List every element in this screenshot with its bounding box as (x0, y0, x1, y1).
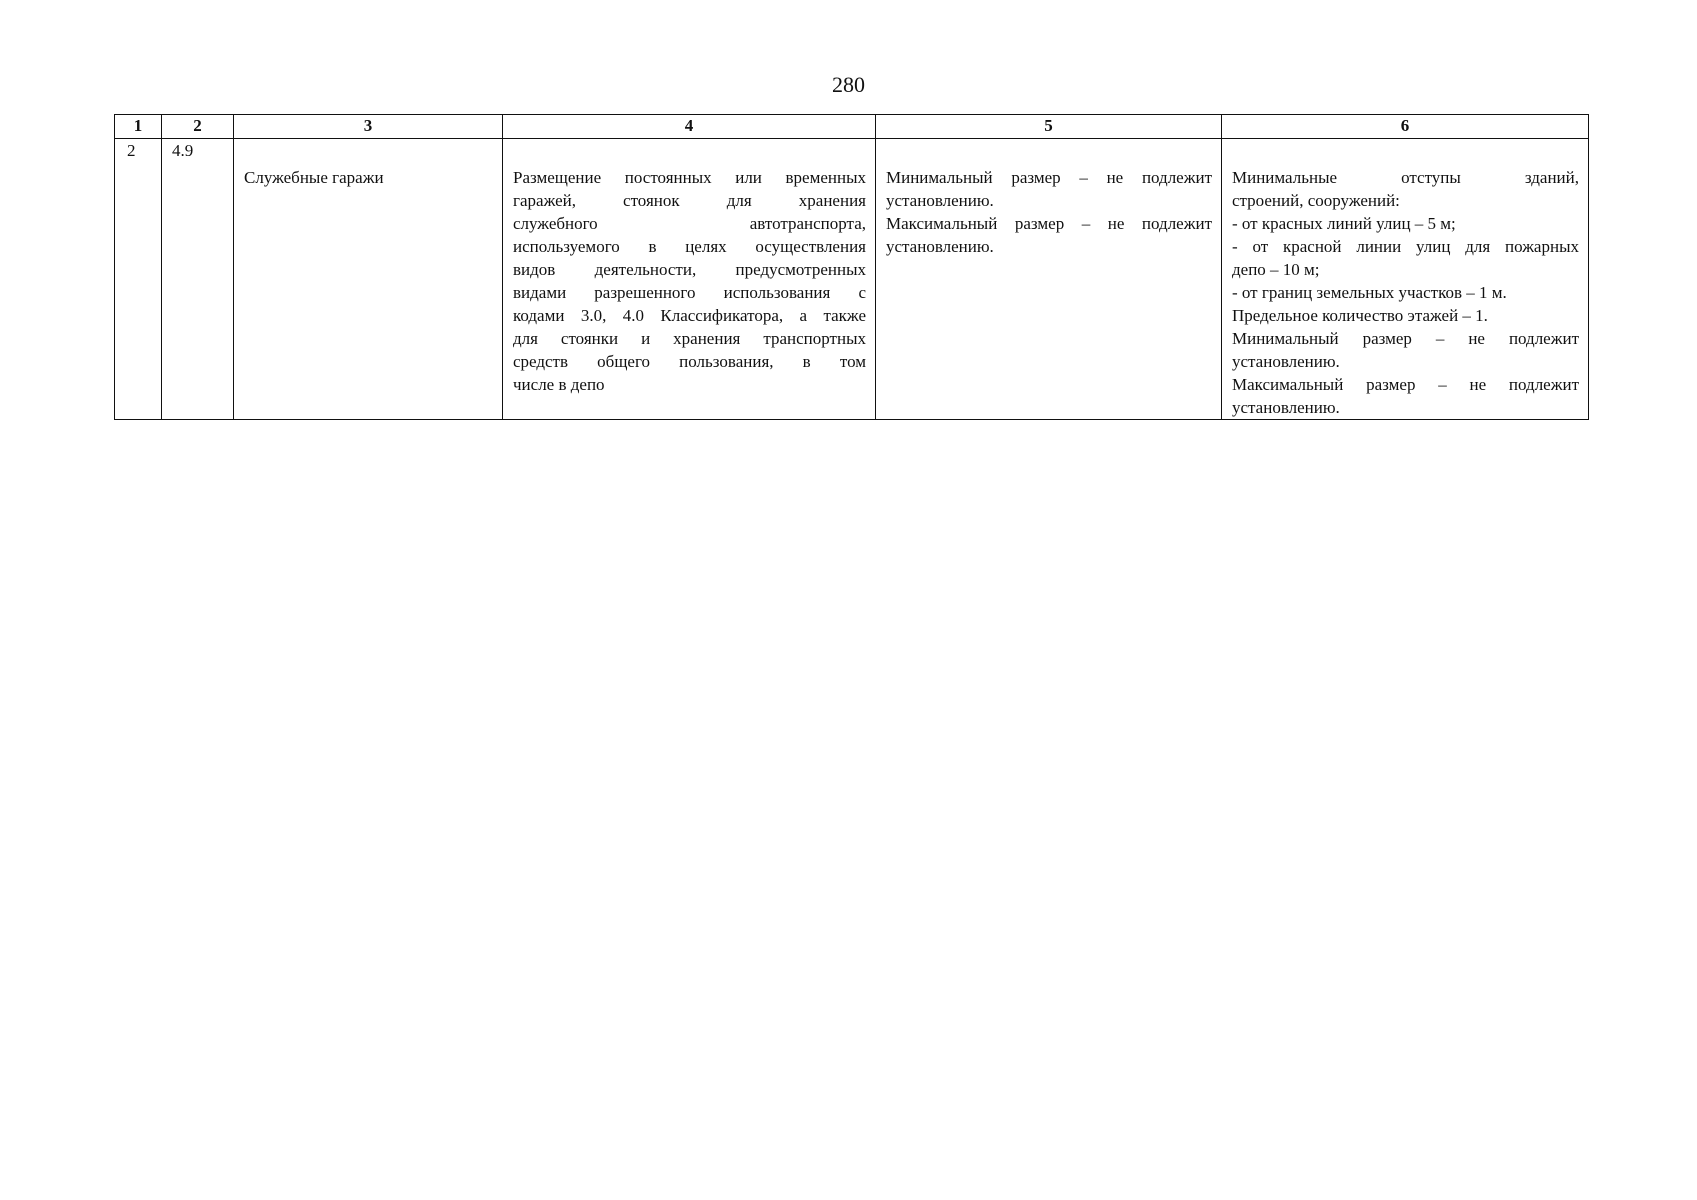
use-description-cell (503, 139, 876, 420)
table-header-row (115, 115, 1589, 139)
setbacks-line: - от границ земельных участков – 1 м. (1232, 283, 1507, 302)
setbacks-line: - от красной линии улиц для пожарных (1232, 237, 1579, 256)
setbacks-line: депо – 10 м; (1232, 260, 1320, 279)
description-line: для стоянки и хранения транспортных (513, 329, 866, 348)
description-line: Размещение постоянных или временных (513, 168, 866, 187)
page-number: 280 (832, 72, 865, 97)
setbacks-line: - от красных линий улиц – 5 м; (1232, 214, 1456, 233)
description-line: средств общего пользования, в том (513, 352, 866, 371)
setbacks-line: установлению. (1232, 352, 1340, 371)
table-row (115, 139, 1589, 420)
description-line: видами разрешенного использования с (513, 283, 866, 302)
plot-size-line: установлению. (886, 191, 994, 210)
description-line: числе в депо (513, 375, 605, 394)
description-line: используемого в целях осуществления (513, 237, 866, 256)
plot-size-line: установлению. (886, 237, 994, 256)
setbacks-cell (1222, 139, 1589, 420)
description-line: кодами 3.0, 4.0 Классификатора, а также (513, 306, 866, 325)
setbacks-line: установлению. (1232, 398, 1340, 417)
header-col-2: 2 (162, 115, 234, 139)
use-type-name-cell: Служебные гаражи (234, 139, 503, 420)
code-cell: 4.9 (162, 139, 234, 420)
setbacks-line: Максимальный размер – не подлежит (1232, 375, 1579, 394)
plot-size-line: Минимальный размер – не подлежит (886, 168, 1212, 187)
setbacks-line: Минимальный размер – не подлежит (1232, 329, 1579, 348)
description-line: гаражей, стоянок для хранения (513, 191, 866, 210)
header-col-1: 1 (115, 115, 162, 139)
description-line: видов деятельности, предусмотренных (513, 260, 866, 279)
header-col-3: 3 (234, 115, 503, 139)
row-number-cell: 2 (115, 139, 162, 420)
setbacks-line: строений, сооружений: (1232, 191, 1400, 210)
setbacks-line: Предельное количество этажей – 1. (1232, 306, 1488, 325)
plot-size-line: Максимальный размер – не подлежит (886, 214, 1212, 233)
setbacks-line: Минимальные отступы зданий, (1232, 168, 1579, 187)
regulations-table (114, 114, 1589, 420)
header-col-4: 4 (503, 115, 876, 139)
plot-size-cell (876, 139, 1222, 420)
header-col-6: 6 (1222, 115, 1589, 139)
header-col-5: 5 (876, 115, 1222, 139)
description-line: служебного автотранспорта, (513, 214, 866, 233)
